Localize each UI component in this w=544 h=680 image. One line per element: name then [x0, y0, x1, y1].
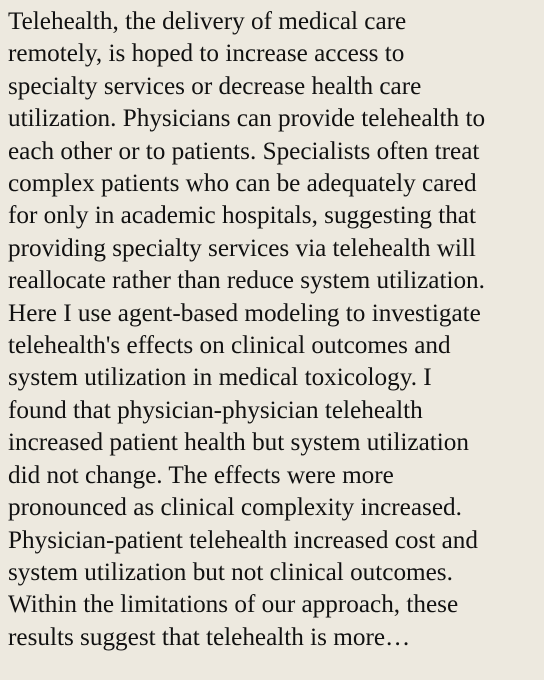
abstract-line-20: results suggest that telehealth is more…: [8, 623, 411, 651]
abstract-line-15: did not change. The effects were more: [8, 461, 394, 489]
abstract-line-18: system utilization but not clinical outcomes.: [8, 558, 453, 586]
abstract-line-12: system utilization in medical toxicology. I: [8, 364, 432, 392]
abstract-line-5: each other or to patients. Specialists often treat: [8, 137, 480, 165]
abstract-line-10: Here I use agent-based modeling to investigate: [8, 299, 481, 327]
abstract-line-2: remotely, is hoped to increase access to: [8, 40, 405, 68]
abstract-line-4: utilization. Physicians can provide telehealth to: [8, 105, 486, 133]
abstract-text: [8, 6, 536, 654]
abstract-line-13: found that physician-physician telehealth: [8, 396, 423, 424]
abstract-line-16: pronounced as clinical complexity increased.: [8, 494, 462, 522]
abstract-line-19: Within the limitations of our approach, these: [8, 591, 459, 619]
abstract-line-14: increased patient health but system utilization: [8, 429, 469, 457]
abstract-line-8: providing specialty services via telehealth will: [8, 234, 476, 262]
abstract-line-3: specialty services or decrease health care: [8, 72, 422, 100]
abstract-line-11: telehealth's effects on clinical outcomes and: [8, 332, 451, 360]
abstract-line-17: Physician-patient telehealth increased cost and: [8, 526, 478, 554]
abstract-line-6: complex patients who can be adequately cared: [8, 170, 477, 198]
abstract-line-9: reallocate rather than reduce system utilization.: [8, 267, 485, 295]
abstract-line-1: Telehealth, the delivery of medical care: [8, 8, 407, 35]
abstract-line-7: for only in academic hospitals, suggesting that: [8, 202, 476, 230]
